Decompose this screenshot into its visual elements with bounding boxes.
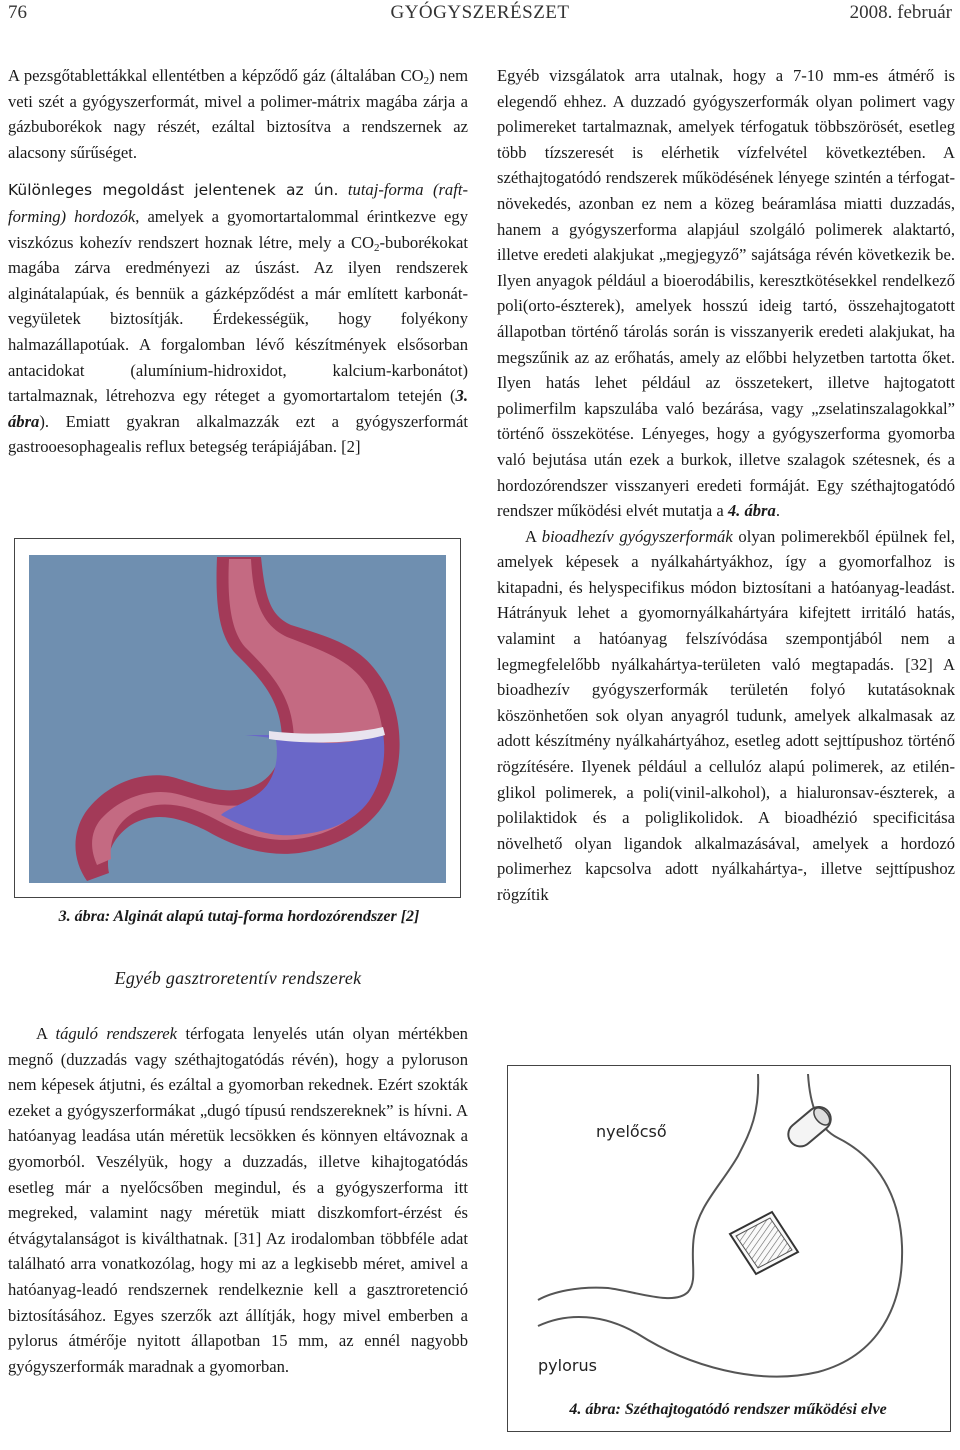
polymer-film-icon: [730, 1212, 798, 1274]
figure-reference[interactable]: 3. ábra: [8, 386, 468, 431]
paragraph: A táguló rendszerek térfogata lenyelés után olyan mértékben megnő (duzzadás vagy széthajtogatódás révén), hogy a pyloruson nem képesek átjutni, és ezáltal a gyomorban rekednek. Ezért szokták ezeket a gyógyszerformákat „dugó típusú rendszereknek” is hívni. A hatóanyag leadása után méretük lecsökken és könnyen eltávoznak a gyomorból. Veszélyük, hogy a duzzadás, illetve kihajtogatódás esetleg már a nyelőcsőben megindul, és a gyógyszerforma itt megreked, valamint nagy méretük miatt diszkomfort-érzést és étvágytalanságot is kiválthatnak. [31] Az irodalomban többféle adat található arra vonatkozólag, hogy mi az a legkisebb méret, amivel a hatóanyag-leadó rendszernek rendelkeznie kell a gasztroretenció biztosításához. Egyes szerzők azt állítják, hogy mivel emberben a pylorus átmérője nyitott állapotban 15 mm, az ennél nagyobb gyógyszerformák maradnak a gyomorban.: [8, 1024, 468, 1376]
stomach-outline-inner: [538, 1074, 758, 1300]
capsule-icon: [783, 1102, 835, 1151]
page-number: 76: [8, 2, 27, 23]
paragraph: Különleges megoldást jelentenek az ún. tutaj-forma (raft-forming) hordozók, amelyek a gyomortartalommal érintkezve egy viszkózus kohezív rendszert hoznak létre, mely a $CO_2$-buborékokat magába zárva eredményezi az úszást. Az ilyen rendszerek alginátalapúak, és bennük a gázképződést a már említett karbonát-vegyületek biztosítják. Érdekességük, hogy folyékony halmazállapotúak. A forgalomban lévő készítmények elsősorban antacidokat (alumínium-hidroxidot, kalcium-karbonátot) tartalmaznak, létrehozva egy réteget a gyomortartalom tetején (3. ábra). Emiatt gyakran alkalmazzák ezt a gyógyszerformát gastrooesophagealis reflux betegség terápiájában. [2]: [8, 180, 468, 457]
page-header: [8, 2, 952, 30]
paragraph: A pezsgőtablettákkal ellentétben a képződő gáz (általában $CO_2$) nem veti szét a gyógyszerformát, mivel a polimer-mátrix magába zárja a gázbuborékok nagy részét, ezáltal biztosítva a rendszernek az alacsony sűrűséget.: [8, 66, 468, 162]
figure-reference[interactable]: 4. ábra: [727, 501, 776, 521]
issue-date: 2008. február: [849, 2, 952, 23]
right-column: [497, 63, 955, 908]
paragraph: A bioadhezív gyógyszerformák olyan polimerekből épülnek fel, amelyek képesek a nyálkahártyákhoz, így a gyomorfalhoz is kitapadni, és helyspecifikus módon biztosítani a hatóanyag-leadást. Hátrányuk lehet a gyomornyálkahártyára kifejtett irritáló hatás, valamint a hatóanyag felszívódása szempontjából nem a legmegfelelőbb nyálkahártya-területen való megtapadás. [32] A bioadhezív gyógyszerformák területén folyó kutatásoknak köszönhetően sok olyan anyagról tudunk, amelyek alkalmasak az adott készítmény nyálkahártyához, esetleg adott sejttípushoz történő rögzítésére. Ilyenek például a cellulóz alapú polimerek, az etilén-glikol polimerek, a poli(vinil-alkohol), a hialuronsav-észterek, a polilaktidok és a poliglikolidok. A bioadhézió specificitása növelhető olyan ligandok alkalmazásával, amelyek a hordozó polimerhez kapcsolva adott nyálkahártya-, illetve sejttípushoz rögzítik: [497, 526, 955, 904]
figure-3: [14, 538, 461, 898]
unfolding-system-diagram: [508, 1066, 948, 1396]
stomach-illustration: [29, 555, 446, 883]
pylorus-label: pylorus: [538, 1356, 597, 1375]
left-column-top: [8, 63, 468, 460]
journal-title: GYÓGYSZERÉSZET: [390, 2, 570, 23]
paragraph: Egyéb vizsgálatok arra utalnak, hogy a 7-10 mm-es átmérő is elegendő ehhez. A duzzadó gyógyszerformák olyan polimert vagy polimereket tartalmaznak, amelyek térfogatuk többszörösét, esetleg több tízszeresét is elérhetik vízfelvétel következtében. A széthajtogatódó rendszerek működésének lényege szintén a térfogat-növekedés, azonban ez nem a közeg beáramlása miatti duzzadás, hanem a gyógyszerforma alapjául szolgáló polimerek alaktartó, illetve eredeti alakjukat „megjegyző” sajátsága révén következik be. Ilyen anyagok például a bioerodábilis, keresztkötésekkel rendelkező poli(orto-észterek), amelyek hosszú ideig tartó, összehajtogatott állapotban történő tárolás során is visszanyerik eredeti alakjukat, ha megszűnik az az erőhatás, amely az előbbi helyzetben tartotta őket. Ilyen hatás lehet például az összetekert, illetve hajtogatott polimerfilm kapszulába való bezárása, vagy „zselatinszalagokkal” történő összekötése. Lényeges, hogy a gyógyszerforma gyomorba való bejutása után ezek a burkok, illetve szalagok szétesnek, és a hordozórendszer visszanyeri eredeti formáját. Egy széthajtogatódó rendszer működési elvét mutatja a 4. ábra.: [497, 66, 955, 521]
left-column-bottom: [8, 1021, 468, 1379]
esophagus-label: nyelőcső: [596, 1122, 667, 1141]
stomach-outline: [538, 1074, 902, 1377]
figure-4-caption: 4. ábra: Széthajtogatódó rendszer működési elve: [569, 1401, 887, 1418]
figure-3-caption: 3. ábra: Alginát alapú tutaj-forma hordozórendszer [2]: [58, 908, 420, 925]
figure-4: [507, 1065, 951, 1432]
section-title: Egyéb gasztroretentív rendszerek: [114, 968, 362, 988]
